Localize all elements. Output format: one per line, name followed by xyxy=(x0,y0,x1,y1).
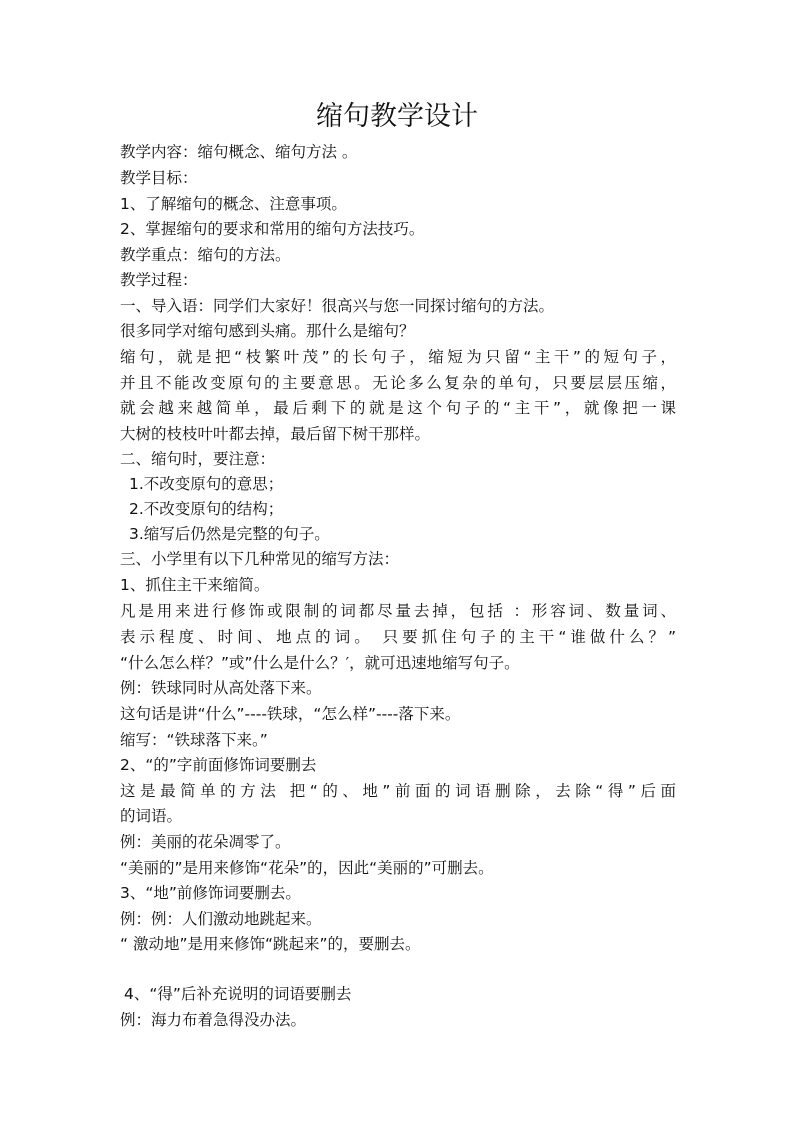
text-line-method-1-desc-2: 表示程度、时间、地点的词。 只要抓住句子的主干“谁做什么？” xyxy=(120,628,676,646)
text-line-example-1-analysis: 这句话是讲“什么”----铁球，“怎么样”----落下来。 xyxy=(120,705,461,723)
text-line-example-4: 例：海力布着急得没办法。 xyxy=(120,1011,307,1029)
text-line-goal-2: 2、掌握缩句的要求和常用的缩句方法技巧。 xyxy=(120,220,425,238)
text-line-teaching-content: 教学内容：缩句概念、缩句方法 。 xyxy=(120,143,358,161)
text-line-key-point: 教学重点：缩句的方法。 xyxy=(120,246,291,264)
text-line-definition-3: 就会越来越简单，最后剩下的就是这个句子的“主干”，就像把一课 xyxy=(120,399,676,417)
text-line-method-4: 4、“得”后补充说明的词语要删去 xyxy=(124,985,352,1003)
text-line-method-2-desc-2: 的词语。 xyxy=(120,807,183,825)
text-line-note-2: 2.不改变原句的结构； xyxy=(129,500,284,518)
text-line-example-3: 例：例：人们激动地跳起来。 xyxy=(120,910,322,928)
text-line-method-1-desc-1: 凡是用来进行修饰或限制的词都尽量去掉，包括 ：形容词、数量词、 xyxy=(120,602,676,620)
text-line-goal-1: 1、了解缩句的概念、注意事项。 xyxy=(120,195,347,213)
text-line-example-1: 例：铁球同时从高处落下来。 xyxy=(120,679,322,697)
text-line-method-3: 3、“地”前修饰词要删去。 xyxy=(120,884,301,902)
text-line-example-2-analysis: “美丽的”是用来修饰“花朵”的，因此“美丽的”可删去。 xyxy=(120,859,494,877)
text-line-process: 教学过程： xyxy=(120,271,198,289)
text-line-question: 很多同学对缩句感到头痛。那什么是缩句？ xyxy=(120,322,415,340)
text-line-method-1-desc-3: “什么怎么样？”或”什么是什么？′，就可迅速地缩写句子。 xyxy=(120,654,520,672)
text-line-section-3: 三、小学里有以下几种常见的缩写方法： xyxy=(120,550,400,568)
document-title: 缩句教学设计 xyxy=(316,101,478,132)
text-line-section-2: 二、缩句时，要注意： xyxy=(120,450,276,468)
text-line-note-3: 3.缩写后仍然是完整的句子。 xyxy=(129,525,330,543)
text-line-definition-1: 缩句，就是把“枝繁叶茂”的长句子，缩短为只留“主干”的短句子， xyxy=(120,348,676,366)
text-line-teaching-goals: 教学目标： xyxy=(120,169,198,187)
text-line-note-1: 1.不改变原句的意思； xyxy=(129,475,284,493)
text-line-method-2: 2、“的”字前面修饰词要删去 xyxy=(120,756,317,774)
text-line-method-1: 1、抓住主干来缩简。 xyxy=(120,576,270,594)
text-line-example-3-analysis: “ 激动地”是用来修饰“跳起来”的，要删去。 xyxy=(120,935,421,953)
text-line-example-2: 例：美丽的花朵凋零了。 xyxy=(120,833,291,851)
text-line-definition-4: 大树的枝枝叶叶都去掉，最后留下树干那样。 xyxy=(120,425,431,443)
text-line-example-1-result: 缩写：“铁球落下来。” xyxy=(120,731,268,749)
text-line-definition-2: 并且不能改变原句的主要意思。无论多么复杂的单句，只要层层压缩， xyxy=(120,374,676,392)
text-line-intro: 一、导入语：同学们大家好！很高兴与您一同探讨缩句的方法。 xyxy=(120,297,555,315)
text-line-method-2-desc-1: 这是最简单的方法 把“的、地”前面的词语删除，去除“得”后面 xyxy=(120,782,676,800)
